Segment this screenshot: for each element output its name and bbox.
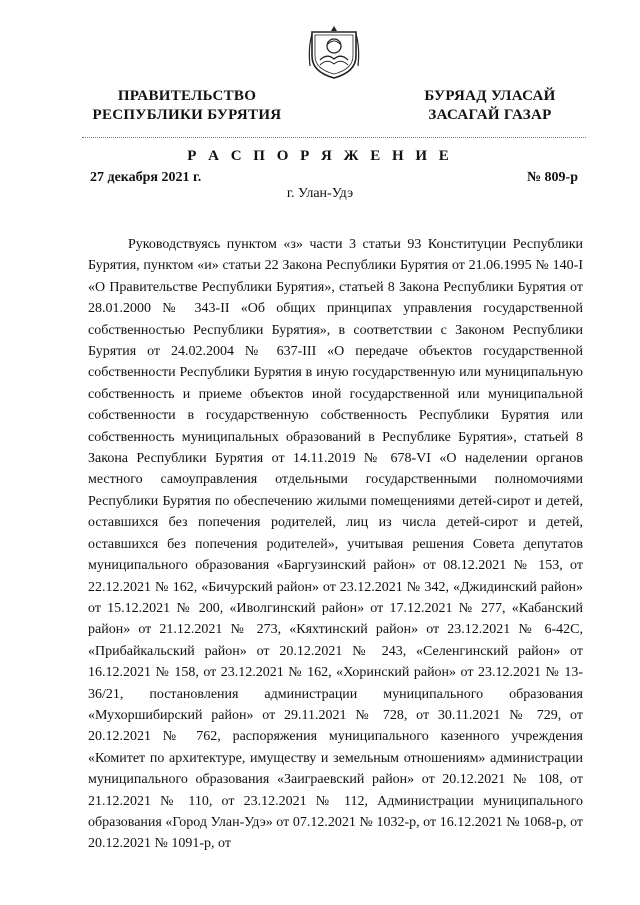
org-line: ПРАВИТЕЛЬСТВО <box>117 88 257 104</box>
government-name-russian <box>82 87 292 125</box>
org-line: ЗАСАГАЙ ГАЗАР <box>428 107 552 123</box>
document-date: 27 декабря 2021 г. <box>90 170 202 185</box>
document-number: № 809-р <box>526 170 578 185</box>
org-line: БУРЯАД УЛАСАЙ <box>424 88 556 104</box>
document-body <box>88 234 583 855</box>
document-type-title: Р А С П О Р Я Ж Е Н И Е <box>187 148 453 164</box>
org-line: РЕСПУБЛИКИ БУРЯТИЯ <box>92 107 282 123</box>
body-paragraph: Руководствуясь пунктом «з» части 3 статьи 93 Конституции Республики Бурятия, пунктом «и» статьи 22 Закона Республики Бурятия от 21.06.1995 № 140-I «О Правительстве Республики Бурятия», статьей 8 Закона Республики Бурятия от 28.01.2000 № 343-II «Об общих принципах управления государственной собственностью Республики Бурятия», в соответствии с Законом Республики Бурятия от 24.02.2004 № 637-III «О передаче объектов государственной собственности Республики Бурятия в иную государственную или муниципальную собственность и приеме объектов иной государственной или муниципальной собственности в государственную собственность Республики Бурятия или собственность муниципальных образований в Республике Бурятия», статьей 8 Закона Республики Бурятия от 14.11.2019 № 678-VI «О наделении органов местного самоуправления отдельными государственными полномочиями Республики Бурятия по обеспечению жилыми помещениями детей-сирот и детей, оставшихся без попечения родителей, лиц из числа детей-сирот и детей, оставшихся без попечения родителей», учитывая решения Совета депутатов муниципального образования «Баргузинский район» от 08.12.2021 № 153, от 22.12.2021 № 162, «Бичурский район» от 23.12.2021 № 342, «Джидинский район» от 15.12.2021 № 200, «Иволгинский район» от 17.12.2021 № 277, «Кабанский район» от 21.12.2021 № 273, «Кяхтинский район» от 23.12.2021 № 6-42С, «Прибайкальский район» от 20.12.2021 № 243, «Селенгинский район» от 16.12.2021 № 158, от 23.12.2021 № 162, «Хоринский район» от 23.12.2021 № 13-36/21, постановления администрации муниципального образования «Мухоршибирский район» от 29.11.2021 № 728, от 30.11.2021 № 729, от 20.12.2021 № 762, распоряжения муниципального казенного учреждения «Комитет по архитектуре, имуществу и земельным отношениям» администрации муниципального образования «Заиграевский район» от 20.12.2021 № 108, от 21.12.2021 № 110, от 23.12.2021 № 112, Администрации муниципального образования «Город Улан-Удэ» от 07.12.2021 № 1032-р, от 16.12.2021 № 1068-р, от 20.12.2021 № 1091-р, от <box>88 237 583 852</box>
header-divider <box>82 137 586 138</box>
coat-of-arms-icon <box>306 22 362 80</box>
government-name-buryat <box>410 87 570 125</box>
document-city: г. Улан-Удэ <box>286 186 354 201</box>
